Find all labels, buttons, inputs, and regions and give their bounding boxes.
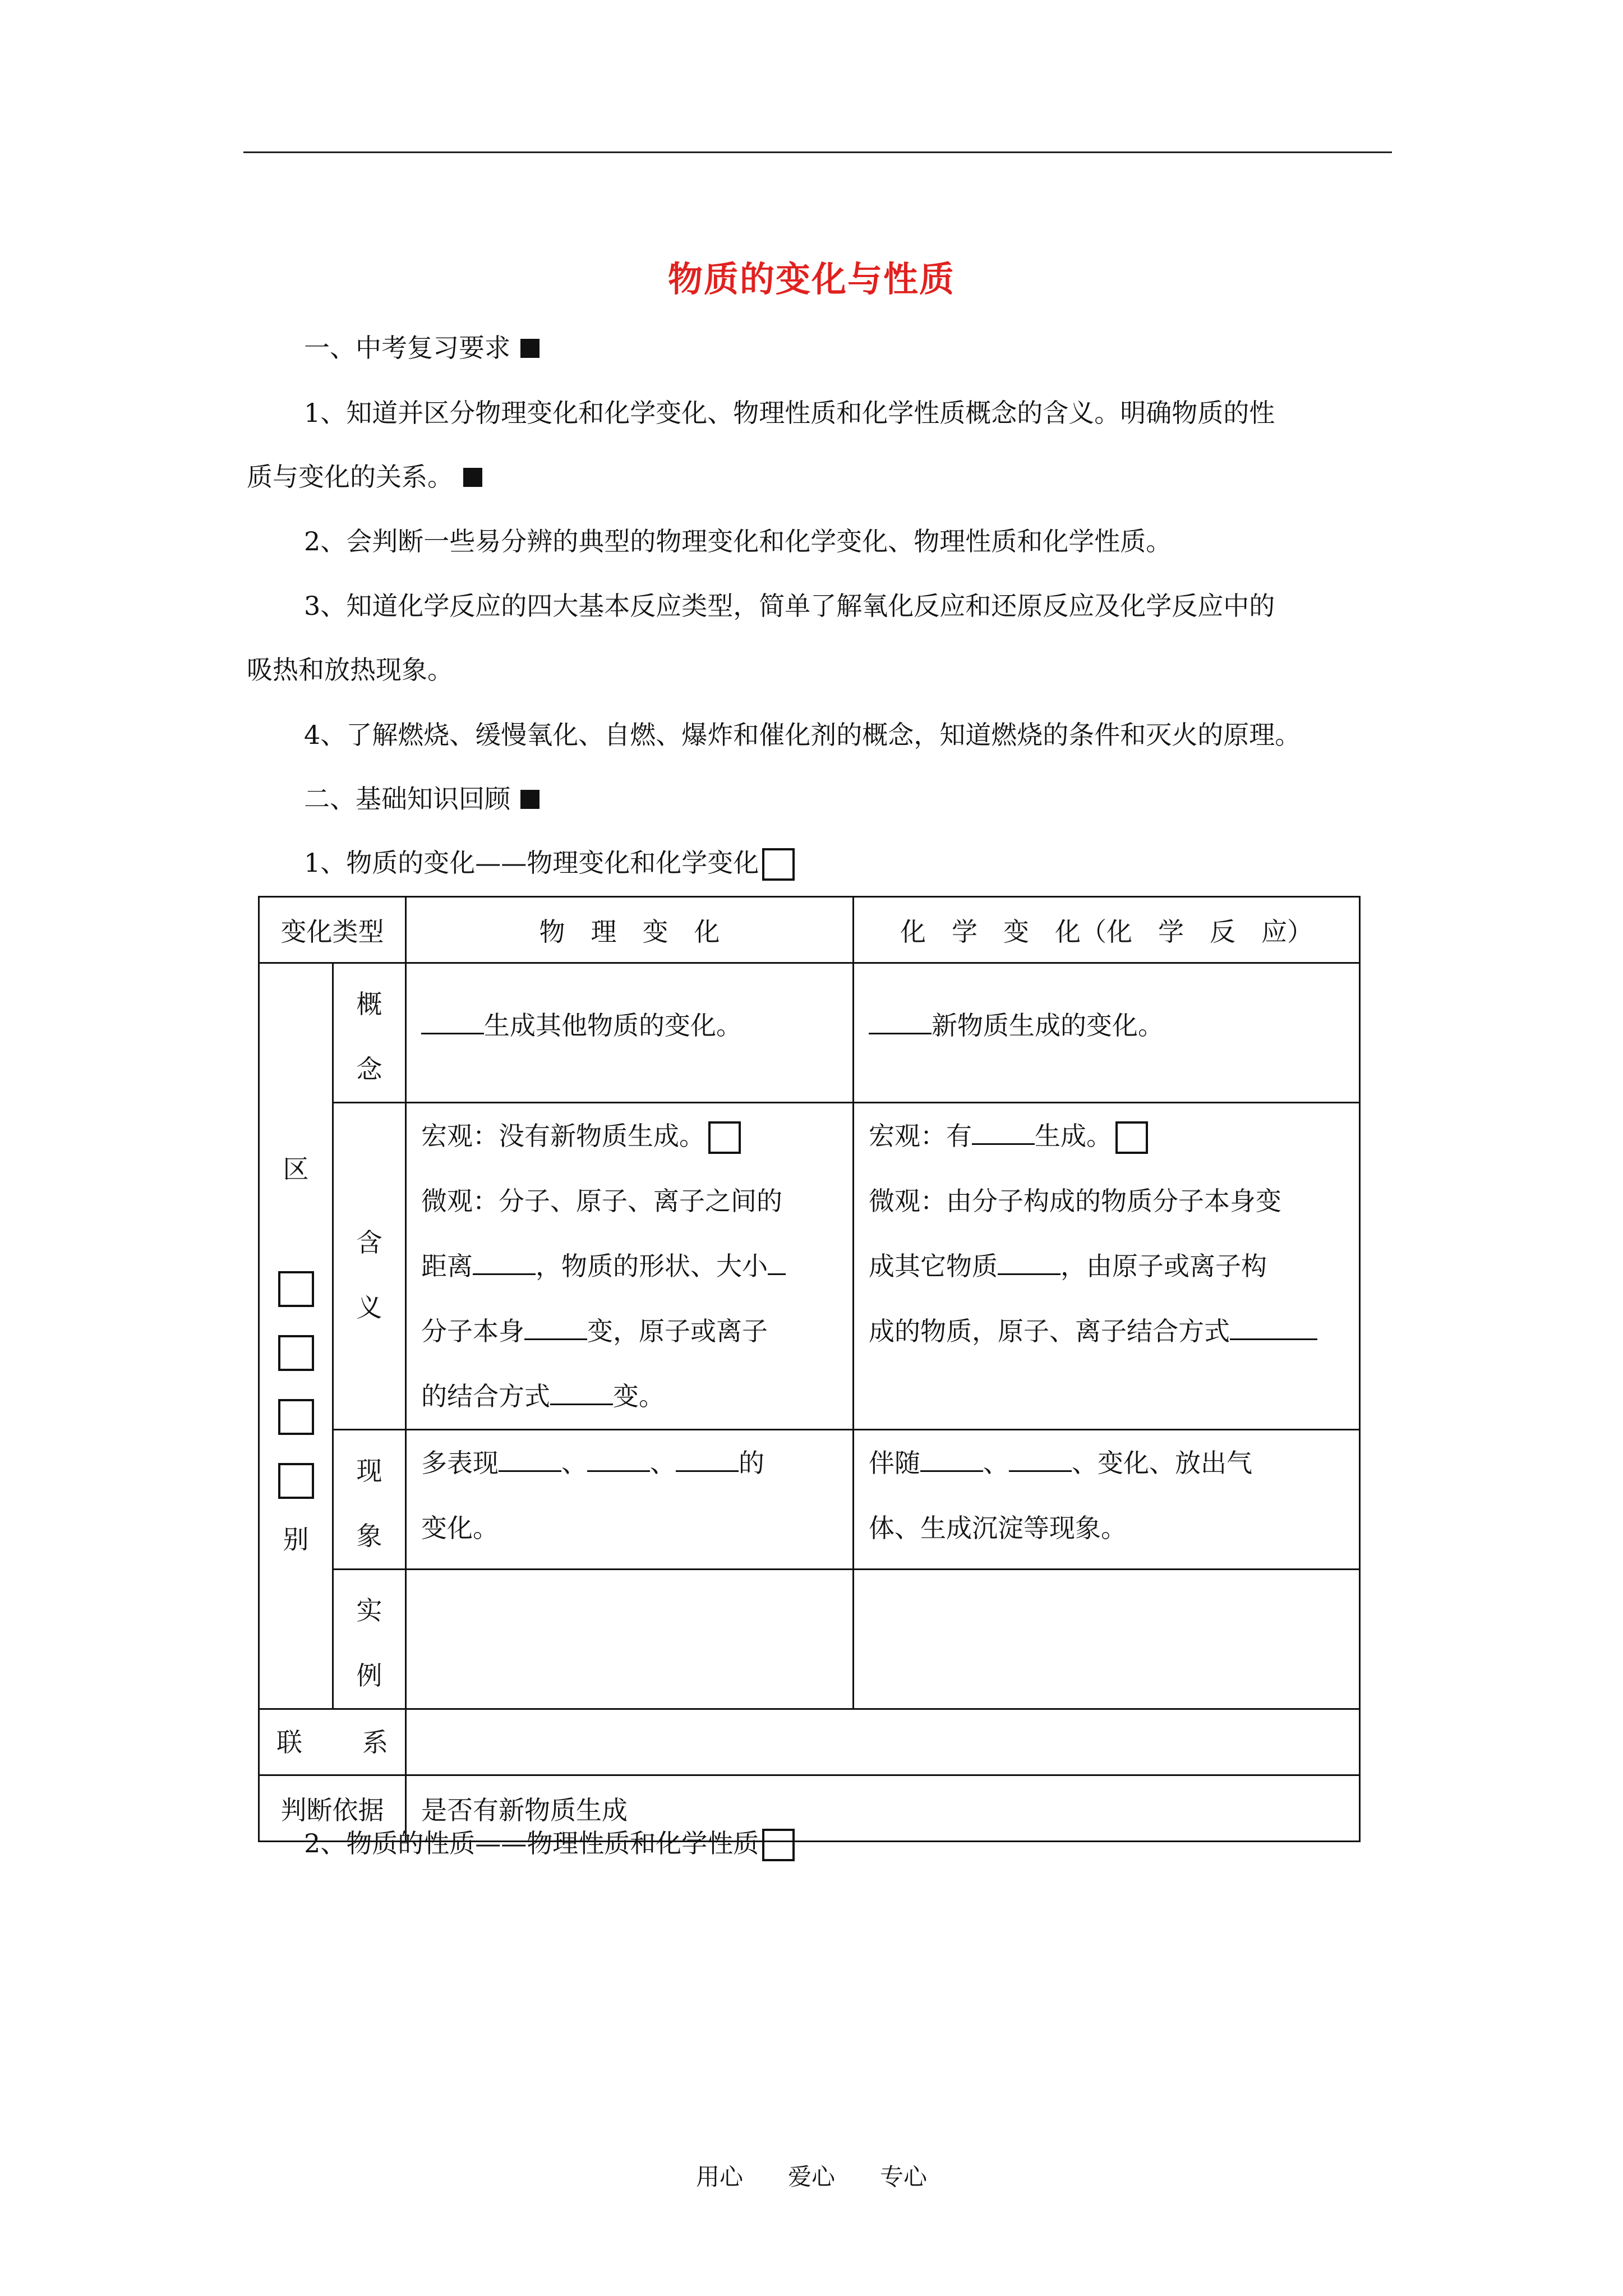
- footer: 用心 爱心 专心: [695, 2163, 928, 2191]
- fill-blank[interactable]: [587, 1448, 650, 1472]
- example-chemical[interactable]: [854, 1570, 1360, 1709]
- phenomenon-physical: 多表现 、 、 的 变化。: [406, 1430, 854, 1570]
- concept-chemical: 新物质生成的变化。: [854, 963, 1360, 1103]
- requirement-1a: 1、知道并区分物理变化和化学变化、物理性质和化学性质概念的含义。明确物质的性: [304, 398, 1275, 428]
- requirement-2: 2、会判断一些易分辨的典型的物理变化和化学变化、物理性质和化学性质。: [304, 526, 1172, 556]
- basis-label: 判断依据: [259, 1775, 406, 1842]
- empty-box-icon: [278, 1399, 314, 1435]
- subsection-2: 2、物质的性质——物理性质和化学性质: [304, 1826, 795, 1861]
- section2-heading: 二、基础知识回顾: [304, 782, 540, 816]
- header-physical: 物 理 变 化: [406, 897, 854, 963]
- header-chemical: 化 学 变 化（化 学 反 应）: [854, 897, 1360, 963]
- empty-box-icon: [1115, 1121, 1148, 1154]
- fill-blank[interactable]: [920, 1448, 983, 1472]
- fill-blank[interactable]: [499, 1448, 561, 1472]
- fill-blank[interactable]: [421, 1010, 484, 1034]
- empty-box-icon: [278, 1463, 314, 1499]
- phenomenon-label: 现 象: [333, 1430, 406, 1570]
- fill-blank[interactable]: [1009, 1448, 1072, 1472]
- concept-physical: 生成其他物质的变化。: [406, 963, 854, 1103]
- header-type: 变化类型: [259, 897, 406, 963]
- fill-blank[interactable]: [869, 1010, 932, 1034]
- basis-value: 是否有新物质生成: [406, 1775, 1360, 1842]
- subsection-1: 1、物质的变化——物理变化和化学变化: [304, 846, 795, 881]
- relation-label: 联 系: [259, 1709, 406, 1775]
- fill-blank[interactable]: [1230, 1316, 1317, 1340]
- section1-heading: 一、中考复习要求: [304, 331, 540, 365]
- empty-box-icon: [762, 848, 795, 881]
- requirement-1b: 质与变化的关系。: [247, 460, 482, 494]
- fill-blank[interactable]: [676, 1448, 739, 1472]
- example-label: 实 例: [333, 1570, 406, 1709]
- page-title: 物质的变化与性质: [667, 259, 955, 300]
- header-rule: [243, 151, 1392, 153]
- fill-blank[interactable]: [524, 1316, 587, 1340]
- empty-box-icon: [278, 1271, 314, 1307]
- empty-box-icon: [708, 1121, 741, 1154]
- fill-blank[interactable]: [768, 1251, 786, 1275]
- diff-bottom-char: 别: [283, 1524, 309, 1554]
- meaning-label: 含 义: [333, 1103, 406, 1430]
- square-bullet-icon: [520, 339, 540, 358]
- concept-label: 概 念: [333, 963, 406, 1103]
- fill-blank[interactable]: [998, 1251, 1061, 1275]
- diff-top-char: 区: [283, 1154, 309, 1184]
- relation-value[interactable]: [406, 1709, 1360, 1775]
- fill-blank[interactable]: [473, 1251, 536, 1275]
- square-bullet-icon: [463, 468, 482, 487]
- example-physical[interactable]: [406, 1570, 854, 1709]
- square-bullet-icon: [520, 790, 540, 809]
- fill-blank[interactable]: [550, 1381, 613, 1405]
- meaning-physical: 宏观：没有新物质生成。 微观：分子、原子、离子之间的 距离 ，物质的形状、大小 分子本身 变，原子或离子 的结合方式 变。: [406, 1103, 854, 1430]
- empty-box-icon: [762, 1829, 795, 1861]
- requirement-3a: 3、知道化学反应的四大基本反应类型，简单了解氧化反应和还原反应及化学反应中的: [304, 591, 1275, 621]
- requirement-3b: 吸热和放热现象。: [247, 655, 453, 685]
- comparison-table: [258, 896, 1361, 1842]
- phenomenon-chemical: 伴随 、 、变化、放出气 体、生成沉淀等现象。: [854, 1430, 1360, 1570]
- difference-label-cell: [259, 963, 333, 1709]
- requirement-4: 4、了解燃烧、缓慢氧化、自燃、爆炸和催化剂的概念，知道燃烧的条件和灭火的原理。: [304, 720, 1301, 750]
- empty-box-icon: [278, 1335, 314, 1371]
- meaning-chemical: 宏观：有 生成。 微观：由分子构成的物质分子本身变 成其它物质 ，由原子或离子构 成的物质，原子、离子结合方式: [854, 1103, 1360, 1430]
- fill-blank[interactable]: [972, 1121, 1035, 1145]
